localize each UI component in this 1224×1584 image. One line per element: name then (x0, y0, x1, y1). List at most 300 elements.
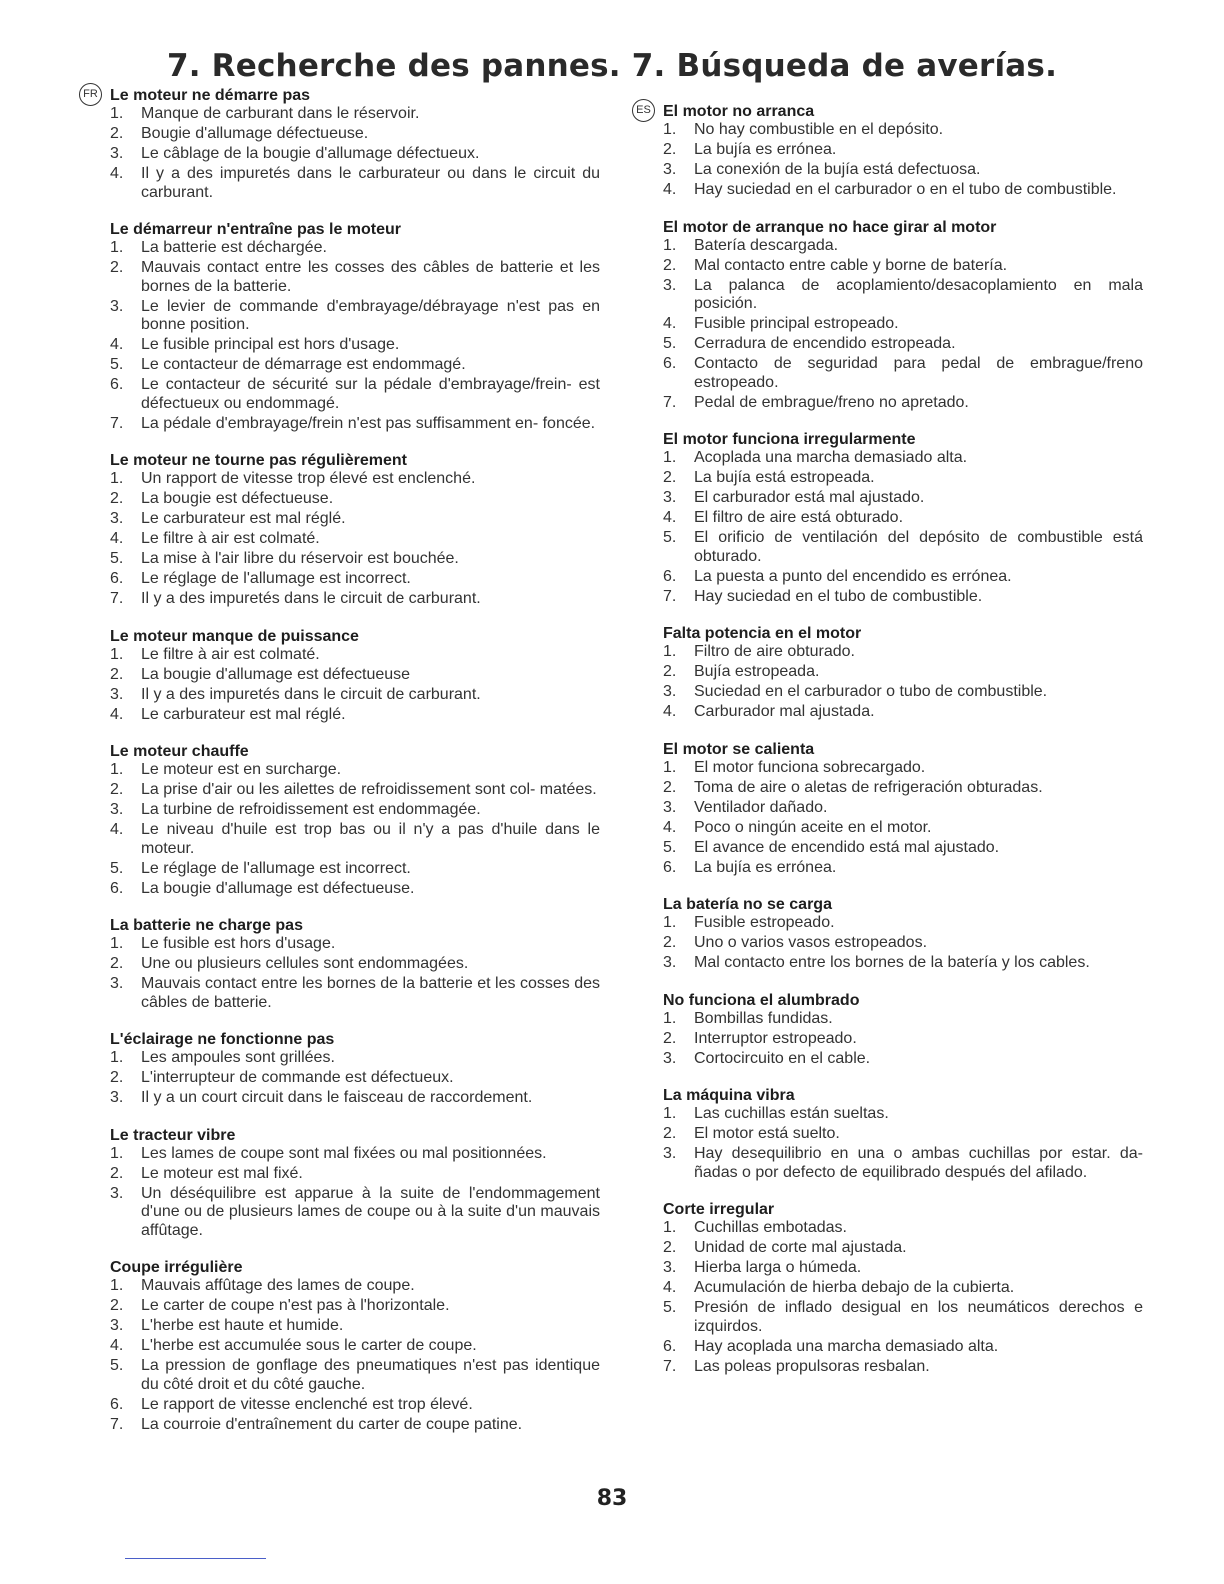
list-item (110, 1396, 600, 1415)
list-item (110, 550, 600, 569)
item-text: Poco o ningún aceite en el motor. (694, 818, 932, 836)
cause-list (110, 646, 600, 725)
item-text: La palanca de acoplamiento/desacoplamiento en mala posición. (694, 276, 1143, 312)
item-text: Ventilador dañado. (694, 798, 828, 816)
list-item (663, 663, 1143, 682)
section-heading-text: El motor de arranque no hace girar al motor (663, 218, 997, 236)
item-text: Pedal de embrague/freno no apretado. (694, 393, 969, 411)
list-item (110, 470, 600, 489)
list-item (110, 259, 600, 296)
troubleshooting-section (663, 991, 1143, 1069)
troubleshooting-section (110, 220, 600, 433)
list-item (110, 415, 600, 434)
item-number: 3. (663, 276, 677, 294)
item-text: L'interrupteur de commande est défectueux. (141, 1069, 454, 1086)
list-item (663, 759, 1143, 778)
footer-rule (125, 1558, 266, 1559)
list-item (110, 1145, 600, 1164)
item-number: 5. (110, 1357, 124, 1374)
item-text: La pression de gonflage des pneumatiques n'est pas identique du côté droit et du côté gauche. (141, 1357, 600, 1393)
item-text: El motor está suelto. (694, 1125, 840, 1142)
list-item (663, 161, 1143, 180)
list-item (663, 1259, 1143, 1278)
cause-list (110, 470, 600, 609)
item-number: 4. (663, 315, 677, 332)
list-item (663, 799, 1143, 818)
list-item (110, 1089, 600, 1108)
item-text: Interruptor estropeado. (694, 1029, 857, 1047)
item-text: Presión de inflado desigual en los neumáticos derechos e izquirdos. (694, 1299, 1143, 1335)
item-text: Mauvais contact entre les bornes de la batterie et les cosses des câbles de batterie. (141, 975, 600, 1011)
list-item (663, 703, 1143, 722)
item-number: 2. (110, 665, 124, 683)
section-heading-text: L'éclairage ne fonctionne pas (110, 1031, 335, 1048)
item-number: 7. (663, 587, 677, 605)
item-number: 2. (663, 469, 677, 486)
list-item (663, 141, 1143, 160)
troubleshooting-section (636, 102, 1143, 200)
troubleshooting-section (663, 430, 1143, 606)
item-text: Le fusible est hors d'usage. (141, 935, 336, 952)
list-item (663, 257, 1143, 276)
list-item (663, 1219, 1143, 1238)
item-number: 7. (110, 414, 124, 432)
item-text: Cortocircuito en el cable. (694, 1049, 871, 1067)
item-text: Le réglage de l'allumage est incorrect. (141, 859, 411, 877)
item-number: 3. (110, 1317, 124, 1334)
item-text: Il y a des impuretés dans le circuit de carburant. (141, 590, 481, 607)
list-item (663, 1239, 1143, 1258)
item-text: La bujía está estropeada. (694, 469, 875, 486)
section-heading (663, 430, 1143, 449)
item-text: Toma de aire o aletas de refrigeración obturadas. (694, 778, 1043, 796)
item-number: 6. (110, 1395, 124, 1413)
item-number: 3. (110, 975, 124, 992)
item-text: La prise d'air ou les ailettes de refroidissement sont col- matées. (141, 781, 597, 798)
list-item (110, 490, 600, 509)
section-heading (110, 742, 600, 761)
item-number: 1. (663, 1105, 677, 1122)
item-text: Acoplada una marcha demasiado alta. (694, 449, 968, 466)
item-text: Acumulación de hierba debajo de la cubierta. (694, 1279, 1015, 1296)
item-number: 5. (663, 838, 677, 856)
item-number: 3. (663, 1259, 677, 1276)
list-item (110, 570, 600, 589)
item-text: Le moteur est mal fixé. (141, 1164, 303, 1182)
item-text: Mal contacto entre los bornes de la batería y los cables. (694, 954, 1090, 971)
item-text: La conexión de la bujía está defectuosa. (694, 161, 981, 178)
troubleshooting-section (110, 1126, 600, 1241)
item-number: 2. (110, 1297, 124, 1314)
cause-list (110, 239, 600, 433)
list-item (663, 529, 1143, 566)
item-text: Une ou plusieurs cellules sont endommagées. (141, 955, 469, 972)
item-text: Unidad de corte mal ajustada. (694, 1239, 907, 1256)
section-heading-text: Falta potencia en el motor (663, 625, 862, 642)
section-heading-text: Coupe irrégulière (110, 1259, 243, 1276)
item-text: Uno o varios vasos estropeados. (694, 934, 928, 951)
list-item (663, 683, 1143, 702)
item-number: 6. (110, 376, 124, 393)
list-item (110, 666, 600, 685)
section-heading-text: La batería no se carga (663, 896, 832, 913)
list-item (110, 860, 600, 879)
list-item (663, 469, 1143, 488)
item-number: 3. (663, 1145, 677, 1162)
item-number: 2. (663, 1125, 677, 1142)
item-number: 4. (663, 509, 677, 526)
section-heading-text: Le démarreur n'entraîne pas le moteur (110, 221, 402, 238)
item-number: 2. (110, 125, 124, 142)
item-number: 1. (663, 643, 677, 660)
item-number: 2. (663, 934, 677, 951)
cause-list (663, 1219, 1143, 1376)
list-item (110, 781, 600, 800)
item-number: 2. (663, 1029, 677, 1047)
section-heading-text: Le moteur manque de puissance (110, 627, 359, 645)
list-item (110, 1357, 600, 1394)
item-number: 7. (110, 590, 124, 607)
troubleshooting-section (663, 895, 1143, 973)
item-number: 3. (663, 683, 677, 700)
item-number: 3. (110, 510, 124, 527)
section-heading-text: Le moteur ne démarre pas (110, 87, 311, 104)
item-text: Las cuchillas están sueltas. (694, 1105, 889, 1122)
item-text: Le rapport de vitesse enclenché est trop élevé. (141, 1395, 473, 1413)
section-heading-text: La batterie ne charge pas (110, 917, 303, 934)
item-number: 3. (663, 489, 677, 506)
list-item (663, 779, 1143, 798)
troubleshooting-section (110, 916, 600, 1012)
list-item (110, 646, 600, 665)
page-number: 83 (596, 1486, 628, 1511)
item-text: Bujía estropeada. (694, 663, 820, 680)
troubleshooting-section (663, 624, 1143, 722)
cause-list (110, 1145, 600, 1241)
list-item (110, 821, 600, 858)
list-item (110, 298, 600, 335)
list-item (110, 336, 600, 355)
list-item (110, 1416, 600, 1435)
item-text: Hay acoplada una marcha demasiado alta. (694, 1337, 999, 1355)
list-item (110, 376, 600, 413)
cause-list (110, 761, 600, 898)
item-text: La mise à l'air libre du réservoir est bouchée. (141, 550, 459, 567)
section-heading-text: Le moteur ne tourne pas régulièrement (110, 452, 407, 469)
list-item (110, 165, 600, 202)
section-heading (110, 627, 600, 646)
troubleshooting-section (663, 1086, 1143, 1182)
item-number: 3. (663, 798, 677, 816)
troubleshooting-section (663, 218, 1143, 413)
item-number: 4. (110, 705, 124, 723)
item-text: Filtro de aire obturado. (694, 643, 855, 660)
section-heading (110, 1030, 600, 1049)
section-heading (110, 220, 600, 239)
list-item (110, 145, 600, 164)
item-text: Un rapport de vitesse trop élevé est enclenché. (141, 470, 476, 487)
cause-list (110, 935, 600, 1012)
section-heading (110, 916, 600, 935)
item-text: Contacto de seguridad para pedal de embrague/freno estropeado. (694, 355, 1143, 391)
item-number: 1. (110, 1277, 124, 1294)
item-number: 5. (110, 859, 124, 877)
cause-list (110, 1277, 600, 1434)
section-heading (663, 991, 1143, 1010)
item-number: 5. (110, 356, 124, 373)
list-item (663, 1279, 1143, 1298)
cause-list (110, 1049, 600, 1108)
item-number: 1. (110, 761, 124, 778)
item-text: Suciedad en el carburador o tubo de combustible. (694, 683, 1048, 700)
list-item (110, 686, 600, 705)
item-number: 2. (663, 141, 677, 158)
item-text: Mal contacto entre cable y borne de batería. (694, 256, 1008, 274)
item-number: 1. (110, 239, 124, 256)
item-number: 1. (663, 236, 677, 254)
item-text: Les lames de coupe sont mal fixées ou mal positionnées. (141, 1144, 547, 1162)
item-number: 2. (110, 955, 124, 972)
list-item (110, 1297, 600, 1316)
section-heading (83, 86, 600, 105)
item-text: Il y a des impuretés dans le circuit de carburant. (141, 685, 481, 703)
item-text: L'herbe est accumulée sous le carter de coupe. (141, 1337, 477, 1354)
list-item (110, 239, 600, 258)
item-number: 3. (110, 685, 124, 703)
spanish-column (636, 102, 1143, 1394)
list-item (663, 315, 1143, 334)
section-heading (110, 1126, 600, 1145)
item-number: 1. (110, 1049, 124, 1066)
section-heading-text: No funciona el alumbrado (663, 991, 860, 1009)
list-item (110, 125, 600, 144)
list-item (663, 1125, 1143, 1144)
item-text: Hay desequilibrio en una o ambas cuchillas por estar. da- ñadas o por defecto de equilibrado después del afilado. (694, 1145, 1143, 1181)
item-number: 3. (110, 1184, 124, 1202)
page-title: 7. Recherche des pannes. 7. Búsqueda de averías. (166, 48, 1058, 84)
section-heading-text: El motor no arranca (663, 103, 815, 120)
item-number: 6. (110, 879, 124, 897)
list-item (110, 1277, 600, 1296)
item-number: 3. (663, 954, 677, 971)
item-text: Hay suciedad en el tubo de combustible. (694, 587, 983, 605)
item-text: Le carter de coupe n'est pas à l'horizontale. (141, 1297, 450, 1314)
item-number: 2. (663, 256, 677, 274)
item-number: 6. (110, 570, 124, 587)
section-heading-text: Corte irregular (663, 1201, 775, 1218)
list-item (663, 277, 1143, 314)
troubleshooting-section (110, 1030, 600, 1108)
item-number: 2. (663, 778, 677, 796)
item-text: La bujía es errónea. (694, 141, 837, 158)
item-number: 4. (663, 818, 677, 836)
troubleshooting-section (663, 740, 1143, 878)
item-text: Fusible estropeado. (694, 914, 835, 931)
list-item (110, 761, 600, 780)
list-item (663, 1145, 1143, 1182)
list-item (663, 1299, 1143, 1336)
item-number: 5. (110, 550, 124, 567)
section-heading-text: Le moteur chauffe (110, 743, 249, 760)
item-text: Batería descargada. (694, 236, 839, 254)
item-number: 4. (663, 1279, 677, 1296)
item-number: 5. (663, 1299, 677, 1316)
item-text: Mauvais contact entre les cosses des câbles de batterie et les bornes de la batterie. (141, 259, 600, 295)
cause-list (663, 1105, 1143, 1182)
list-item (663, 1105, 1143, 1124)
item-number: 1. (663, 1219, 677, 1236)
item-text: Le levier de commande d'embrayage/débrayage n'est pas en bonne position. (141, 297, 600, 333)
item-text: La courroie d'entraînement du carter de coupe patine. (141, 1415, 523, 1433)
list-item (110, 955, 600, 974)
item-text: La bougie d'allumage est défectueuse (141, 665, 411, 683)
item-number: 1. (110, 105, 124, 122)
item-number: 3. (110, 801, 124, 818)
item-number: 2. (110, 259, 124, 276)
item-number: 2. (110, 1069, 124, 1086)
item-text: Le câblage de la bougie d'allumage défectueux. (141, 145, 480, 162)
list-item (110, 1049, 600, 1068)
item-text: Fusible principal estropeado. (694, 315, 899, 332)
item-number: 3. (663, 161, 677, 178)
section-heading-text: El motor se calienta (663, 740, 815, 758)
item-number: 4. (663, 181, 677, 198)
item-text: Le contacteur de sécurité sur la pédale d'embrayage/frein- est défectueux ou endommagé. (141, 376, 600, 412)
item-text: La puesta a punto del encendido es errónea. (694, 567, 1012, 585)
item-text: Un déséquilibre est apparue à la suite de l'endommagement d'une ou de plusieurs lames de coupe ou à la suite d'un mauvais affûtage. (141, 1184, 600, 1239)
list-item (663, 121, 1143, 140)
item-number: 6. (663, 1337, 677, 1355)
section-heading (636, 102, 1143, 121)
item-number: 7. (110, 1415, 124, 1433)
item-text: Cerradura de encendido estropeada. (694, 335, 956, 352)
item-text: La turbine de refroidissement est endommagée. (141, 801, 481, 818)
item-number: 4. (110, 821, 124, 838)
item-number: 3. (110, 297, 124, 315)
item-text: Carburador mal ajustada. (694, 703, 875, 720)
item-text: No hay combustible en el depósito. (694, 121, 944, 138)
item-number: 4. (110, 165, 124, 182)
list-item (663, 355, 1143, 392)
item-number: 3. (110, 145, 124, 162)
item-text: El filtro de aire está obturado. (694, 509, 904, 526)
item-number: 2. (110, 781, 124, 798)
item-number: 1. (663, 1009, 677, 1027)
list-item (663, 181, 1143, 200)
item-number: 6. (663, 355, 677, 372)
list-item (110, 356, 600, 375)
item-text: Le filtre à air est colmaté. (141, 645, 320, 663)
list-item (110, 935, 600, 954)
troubleshooting-section (110, 1258, 600, 1434)
item-text: Il y a un court circuit dans le faisceau de raccordement. (141, 1089, 533, 1106)
item-number: 5. (663, 529, 677, 546)
troubleshooting-section (110, 742, 600, 898)
list-item (110, 975, 600, 1012)
item-text: Hay suciedad en el carburador o en el tubo de combustible. (694, 181, 1117, 198)
list-item (663, 588, 1143, 607)
item-text: Bombillas fundidas. (694, 1009, 833, 1027)
french-column (83, 86, 600, 1452)
troubleshooting-section (663, 1200, 1143, 1376)
item-text: Le niveau d'huile est trop bas ou il n'y a pas d'huile dans le moteur. (141, 821, 600, 857)
language-badge-icon: ES (632, 99, 655, 122)
list-item (663, 643, 1143, 662)
cause-list (110, 105, 600, 202)
item-number: 4. (110, 336, 124, 353)
list-item (663, 237, 1143, 256)
item-text: La bujía es errónea. (694, 858, 837, 876)
item-text: Hierba larga o húmeda. (694, 1259, 862, 1276)
list-item (663, 1050, 1143, 1069)
item-number: 1. (110, 1144, 124, 1162)
cause-list (663, 643, 1143, 722)
item-number: 2. (110, 490, 124, 507)
item-text: Manque de carburant dans le réservoir. (141, 105, 420, 122)
item-text: Le carburateur est mal réglé. (141, 510, 346, 527)
item-text: Le contacteur de démarrage est endommagé. (141, 356, 466, 373)
item-number: 2. (663, 663, 677, 680)
item-number: 6. (663, 567, 677, 585)
list-item (110, 706, 600, 725)
item-number: 4. (110, 530, 124, 547)
item-text: Le fusible principal est hors d'usage. (141, 336, 400, 353)
item-number: 1. (663, 121, 677, 138)
item-number: 1. (663, 758, 677, 776)
item-text: La bougie d'allumage est défectueuse. (141, 879, 415, 897)
list-item (110, 1337, 600, 1356)
section-heading (110, 451, 600, 470)
item-text: La pédale d'embrayage/frein n'est pas suffisamment en- foncée. (141, 414, 596, 432)
item-number: 5. (663, 335, 677, 352)
item-text: La bougie est défectueuse. (141, 490, 334, 507)
item-number: 1. (110, 935, 124, 952)
list-item (663, 509, 1143, 528)
section-heading-text: Le tracteur vibre (110, 1126, 236, 1144)
list-item (110, 1165, 600, 1184)
item-text: El orificio de ventilación del depósito de combustible está obturado. (694, 529, 1143, 565)
item-number: 6. (663, 858, 677, 876)
list-item (663, 568, 1143, 587)
troubleshooting-section (83, 86, 600, 202)
item-number: 1. (110, 645, 124, 663)
list-item (663, 839, 1143, 858)
cause-list (663, 449, 1143, 606)
list-item (663, 934, 1143, 953)
item-number: 1. (663, 914, 677, 931)
list-item (663, 1358, 1143, 1377)
section-heading (663, 624, 1143, 643)
list-item (663, 394, 1143, 413)
troubleshooting-section (110, 451, 600, 609)
list-item (663, 335, 1143, 354)
item-text: Mauvais affûtage des lames de coupe. (141, 1277, 415, 1294)
item-number: 1. (110, 470, 124, 487)
item-text: Le moteur est en surcharge. (141, 761, 342, 778)
list-item (110, 105, 600, 124)
list-item (110, 880, 600, 899)
item-text: Las poleas propulsoras resbalan. (694, 1357, 930, 1375)
item-text: L'herbe est haute et humide. (141, 1317, 344, 1334)
list-item (663, 914, 1143, 933)
list-item (110, 590, 600, 609)
item-text: Le réglage de l'allumage est incorrect. (141, 570, 411, 587)
section-heading (663, 1200, 1143, 1219)
cause-list (663, 1010, 1143, 1069)
item-number: 3. (110, 1089, 124, 1106)
list-item (110, 1317, 600, 1336)
item-text: La batterie est déchargée. (141, 239, 327, 256)
